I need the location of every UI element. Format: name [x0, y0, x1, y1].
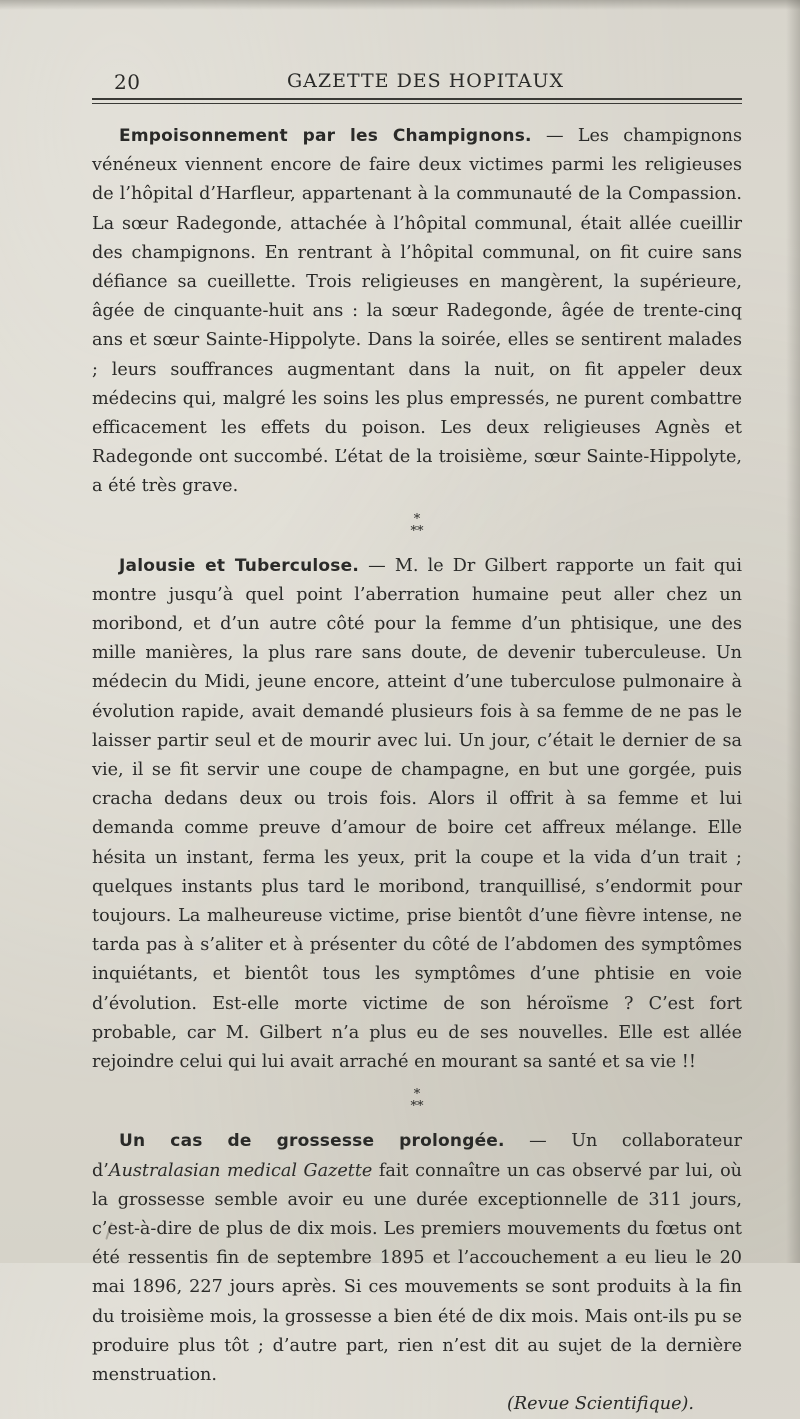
page-top-shadow [0, 0, 800, 10]
separator-star-top: * [413, 511, 421, 527]
journal-title: GAZETTE DES HOPITAUX [287, 70, 565, 92]
article-body: — M. le Dr Gilbert rapporte un fait qui montre jusqu’à quel point l’aberration humaine peut aller chez un moribond, et d’un autre côté pour la femme d’un phtisique, une des mille manières, la plus rare sans doute, de devenir tuberculeuse. Un médecin du Midi, jeune encore, atteint d’une tuberculose pulmonaire à évolution rapide, avait demandé plusieurs fois à sa femme de ne pas le laisser partir seul et de mourir avec lui. Un jour, c’était le dernier de sa vie, il se fit servir une coupe de champagne, en but une gorgée, puis cracha dedans deux ou trois fois. Alors il offrit à sa femme et lui demanda comme preuve d’amour de boire cet affreux mélange. Elle hésita un instant, ferma les yeux, prit la coupe et la vida d’un trait ; quelques instants plus tard le moribond, tranquillisé, s’endormit pour toujours. La malheureuse victime, prise bientôt d’une fièvre intense, ne tarda pas à s’aliter et à présenter du côté de l’abdomen des symptômes inquiétants, et bientôt tous les symptômes d’une phtisie en voie d’évolution. Est-elle morte victime de son héroïsme ? C’est fort probable, car M. Gilbert n’a plus eu de ses nouvelles. Elle est allée rejoindre celui qui lui avait arraché en mourant sa santé et sa vie !! [92, 555, 742, 1073]
article-body-intro: — Un collaborateur d’ [92, 1131, 742, 1181]
article-tuberculosis [92, 552, 742, 1078]
section-separator [92, 502, 742, 552]
article-heading: Un cas de grossesse prolongée. [119, 1131, 505, 1152]
section-separator [92, 1077, 742, 1127]
article-body: — Les champignons vénéneux viennent encore de faire deux victimes parmi les religieuses de l’hôpital d’Harfleur, appartenant à la communauté de la Compassion. La sœur Radegonde, attachée à l’hôpital communal, était allée cueillir des champignons. En rentrant à l’hôpital communal, on fit cuire sans défiance sa cueillette. Trois religieuses en mangèrent, la supérieure, âgée de cinquante-huit ans : la sœur Radegonde, âgée de trente-cinq ans et sœur Sainte-Hippolyte. Dans la soirée, elles se sentirent malades ; leurs souffrances augmentant dans la nuit, on fit appeler deux médecins qui, malgré les soins les plus empressés, ne purent combattre efficacement les effets du poison. Les deux religieuses Agnès et Radegonde ont succombé. L’état de la troisième, sœur Sainte-Hippolyte, a été très grave. [92, 126, 742, 497]
page-right-shadow [786, 0, 800, 1263]
article-heading: Jalousie et Tuberculose. [119, 555, 359, 576]
separator-star-bottom: ** [410, 1099, 424, 1115]
separator-star-bottom: ** [410, 523, 424, 539]
article-pregnancy [92, 1127, 742, 1390]
article-mushrooms [92, 122, 742, 502]
article-heading: Empoisonnement par les Champignons. [119, 126, 532, 146]
header-rule-thin [92, 103, 742, 104]
separator-star-top: * [413, 1087, 421, 1103]
header-rule-thick [92, 98, 742, 100]
article-source: (Revue Scientifique). [507, 1394, 694, 1415]
journal-reference: Australasian medical Gazette [108, 1160, 373, 1181]
article-column [92, 122, 742, 1419]
page-header [92, 70, 742, 98]
page-number: 20 [114, 70, 141, 94]
article-body: fait connaître un cas observé par lui, où la grossesse semble avoir eu une durée exceptionnelle de 311 jours, c’est-à-dire de plus de dix mois. Les premiers mouvements du fœtus ont été ressentis fin de septembre 1895 et l’accouchement a eu lieu le 20 mai 1896, 227 jours après. Si ces mouvements se sont produits à la fin du troisième mois, la grossesse a bien été de dix mois. Mais ont-ils pu se produire plus tôt ; d’autre part, rien n’est dit au sujet de la dernière menstruation. [92, 1160, 742, 1385]
